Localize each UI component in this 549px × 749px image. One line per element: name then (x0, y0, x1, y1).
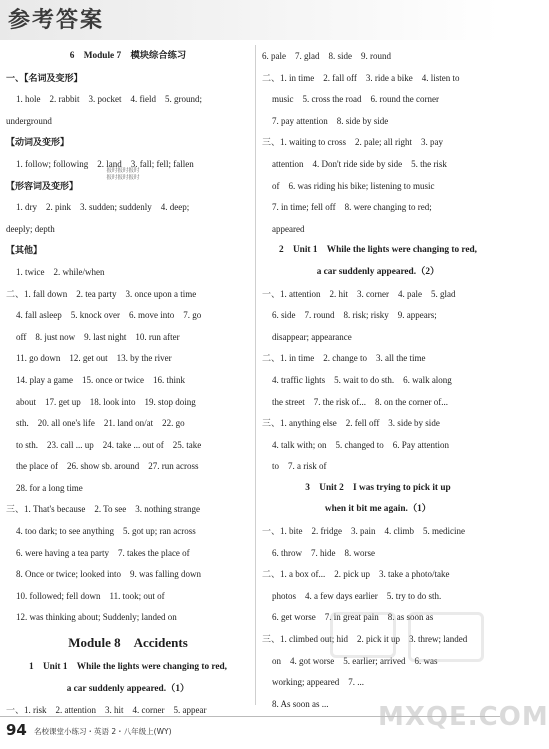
watermark: MXQE.COM (378, 702, 549, 732)
answer-line: 一、【名词及变形】 (6, 72, 83, 83)
answer-line: 6. throw 7. hide 8. worse (272, 547, 375, 558)
answer-line: 二、1. in time 2. fall off 3. ride a bike 4. listen to (262, 72, 460, 83)
answer-line: 4. too dark; to see anything 5. got up; ran across (16, 526, 196, 537)
answer-line: 14. play a game 15. once or twice 16. think (16, 374, 185, 385)
answer-line: 6. get worse 7. in great pain 8. as soon as (272, 612, 434, 623)
answer-line: 1. follow; following 2. land 3. fall; fell; fallen (16, 158, 194, 169)
watermark-shape (330, 612, 396, 658)
answer-line: 【其他】 (6, 245, 43, 256)
answer-line: 三、1. waiting to cross 2. pale; all right 3. pay (262, 137, 443, 148)
answer-line: of 6. was riding his bike; listening to music (272, 180, 435, 191)
stamp-line: 报时报时报时 (106, 175, 140, 181)
answer-line: 三、1. anything else 2. fell off 3. side by side (262, 418, 440, 429)
answer-line: to sth. 23. call ... up 24. take ... out of 25. take (16, 439, 202, 450)
column-divider (255, 45, 256, 705)
answer-line: 4. fall asleep 5. knock over 6. move into 7. go (16, 310, 202, 321)
answer-line: 1. hole 2. rabbit 3. pocket 4. field 5. ground; (16, 94, 202, 105)
watermark-shape (408, 612, 484, 662)
left-column (6, 46, 250, 722)
answer-line: a car suddenly appeared.（1） (66, 683, 190, 694)
answer-line: 三、1. climbed out; hid 2. pick it up 3. threw; landed (262, 634, 468, 645)
answer-line: appeared (272, 223, 305, 234)
answer-line: 1 Unit 1 While the lights were changing to red, (29, 662, 227, 673)
answer-line: when it bit me again.（1） (324, 504, 432, 515)
stamp (104, 168, 142, 182)
answer-line: the place of 26. show sb. around 27. run across (16, 461, 199, 472)
answer-line: to 7. a risk of (272, 461, 327, 472)
answer-line: underground (6, 115, 52, 126)
answer-line: working; appeared 7. ... (272, 677, 364, 688)
answer-line: 7. in time; fell off 8. were changing to red; (272, 202, 432, 213)
answer-line: 【形容词及变形】 (6, 180, 79, 191)
answer-line: 一、1. bite 2. fridge 3. pain 4. climb 5. medicine (262, 526, 465, 537)
answer-line: on 4. got worse 5. earlier; arrived 6. was (272, 655, 438, 666)
answer-line: 10. followed; fell down 11. took; out of (16, 590, 165, 601)
answer-line: 3 Unit 2 I was trying to pick it up (305, 482, 451, 493)
answer-line: music 5. cross the road 6. round the corner (272, 94, 439, 105)
answer-line: 4. talk with; on 5. changed to 6. Pay attention (272, 439, 449, 450)
answer-line: about 17. get up 18. look into 19. stop doing (16, 396, 196, 407)
answer-line: 4. traffic lights 5. wait to do sth. 6. walk along (272, 374, 452, 385)
answer-line: a car suddenly appeared.（2） (316, 266, 440, 277)
page-title: 参考答案 (8, 8, 105, 33)
answer-line: Module 8 Accidents (68, 635, 188, 651)
answer-line: 6 Module 7 模块综合练习 (69, 51, 187, 61)
answer-line: 28. for a long time (16, 482, 83, 493)
answer-line: 一、1. risk 2. attention 3. hit 4. corner 5. appear (6, 705, 207, 716)
answer-line: off 8. just now 9. last night 10. run after (16, 331, 180, 342)
page-number: 94 (6, 721, 27, 739)
answer-line: 11. go down 12. get out 13. by the river (16, 353, 172, 364)
answer-line: 三、1. That's because 2. To see 3. nothing strange (6, 504, 201, 515)
answer-line: 8. Once or twice; looked into 9. was falling down (16, 569, 201, 580)
answer-line: photos 4. a few days earlier 5. try to do sth. (272, 590, 442, 601)
answer-line: 二、1. fall down 2. tea party 3. once upon a time (6, 288, 197, 299)
book-info: 名校课堂小练习・英语 2・八年级上(WY) (34, 727, 172, 736)
answer-line: 12. was thinking about; Suddenly; landed on (16, 612, 177, 623)
answer-line: deeply; depth (6, 223, 55, 234)
stamp-line: 报时报时报时 (106, 168, 140, 174)
answer-line: attention 4. Don't ride side by side 5. the risk (272, 158, 447, 169)
answer-line: 6. side 7. round 8. risk; risky 9. appears; (272, 310, 437, 321)
answer-line: 8. As soon as ... (272, 698, 329, 709)
answer-line: the street 7. the risk of... 8. on the corner of... (272, 396, 448, 407)
answer-line: 2 Unit 1 While the lights were changing to red, (279, 245, 477, 256)
answer-line: disappear; appearance (272, 331, 352, 342)
answer-line: 6. were having a tea party 7. takes the place of (16, 547, 190, 558)
answer-line: 二、1. a box of... 2. pick up 3. take a photo/take (262, 569, 450, 580)
answer-line: sth. 20. all one's life 21. land on/at 22. go (16, 418, 185, 429)
answer-line: 1. twice 2. while/when (16, 266, 105, 277)
header-bar (0, 0, 500, 40)
answer-line: 二、1. in time 2. change to 3. all the time (262, 353, 426, 364)
answer-line: 一、1. attention 2. hit 3. corner 4. pale 5. glad (262, 288, 456, 299)
answer-line: 6. pale 7. glad 8. side 9. round (262, 51, 391, 61)
footer (0, 716, 500, 749)
answer-line: 7. pay attention 8. side by side (272, 115, 389, 126)
answer-line: 1. dry 2. pink 3. sudden; suddenly 4. deep; (16, 202, 190, 213)
answer-line: 【动词及变形】 (6, 137, 70, 148)
